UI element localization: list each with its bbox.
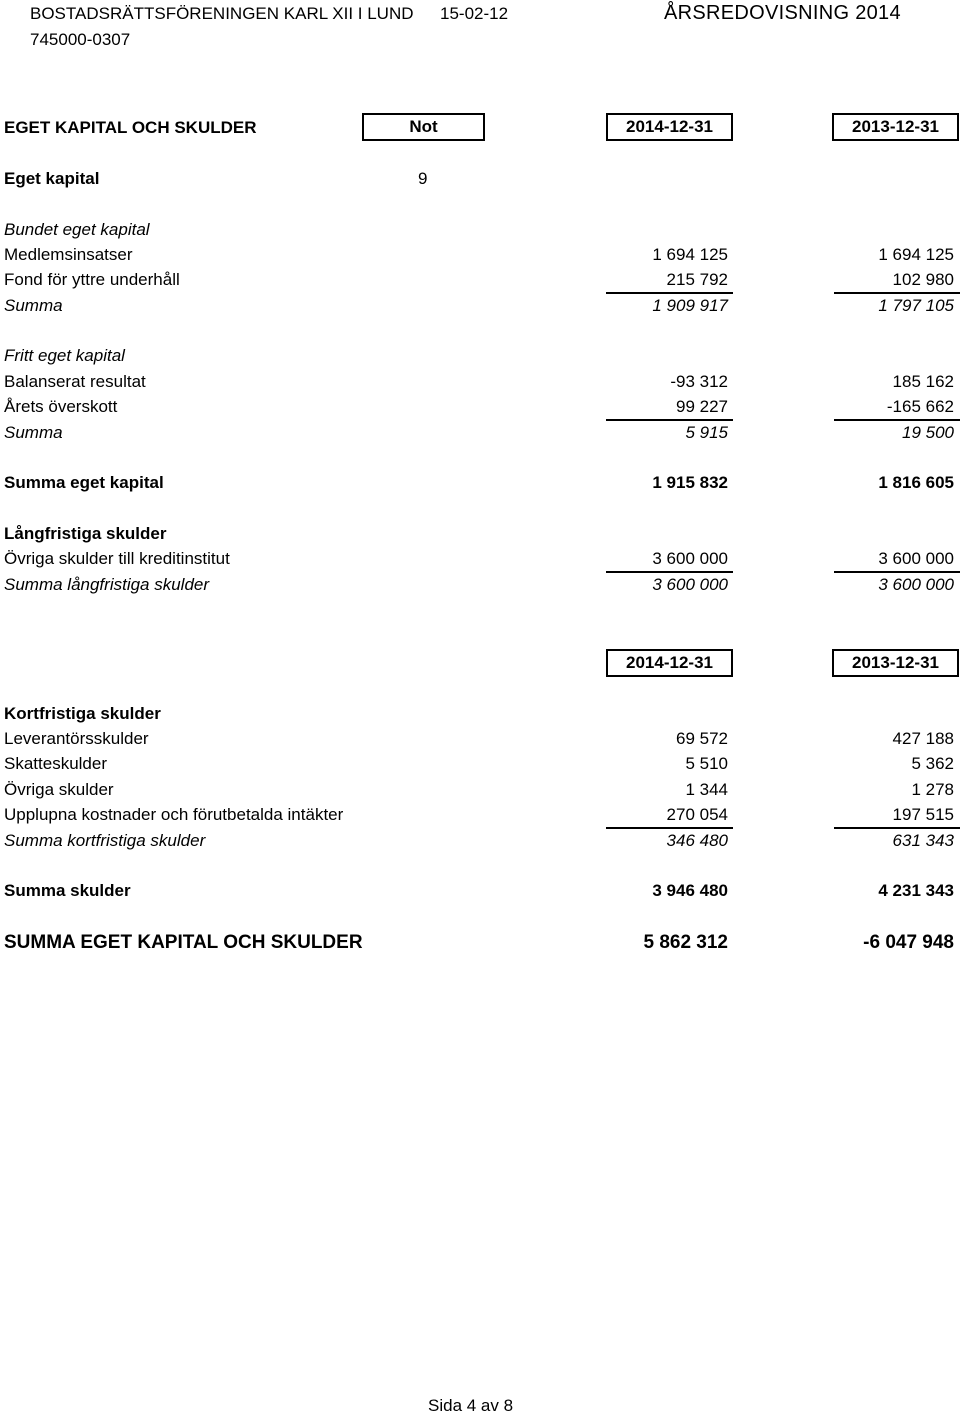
value-2014: 270 054: [666, 805, 728, 824]
value-2014: 1 694 125: [652, 245, 728, 264]
value-2013: 5 362: [911, 754, 954, 773]
row-label: Leverantörsskulder: [4, 729, 149, 748]
report-title: ÅRSREDOVISNING 2014: [664, 2, 901, 24]
summa-skulder-2014: 3 946 480: [652, 881, 728, 900]
value-2014: 215 792: [666, 270, 728, 289]
row-label: Övriga skulder: [4, 780, 114, 799]
value-2014: 1 344: [685, 780, 728, 799]
value-2013: 197 515: [892, 805, 954, 824]
bundet-heading: Bundet eget kapital: [4, 220, 150, 239]
sum-value-2013: 1 797 105: [878, 296, 954, 315]
sum-underline: [834, 292, 960, 294]
sum-underline: [606, 292, 733, 294]
sum-label: Summa långfristiga skulder: [4, 575, 210, 594]
eget-kapital-heading: Eget kapital: [4, 169, 100, 188]
sum-underline: [606, 827, 733, 829]
section-title: EGET KAPITAL OCH SKULDER: [4, 118, 257, 137]
langfristiga-heading: Långfristiga skulder: [4, 524, 167, 543]
value-2014: 69 572: [676, 729, 728, 748]
sum-label: Summa kortfristiga skulder: [4, 831, 206, 850]
sum-value-2013: 19 500: [902, 423, 954, 442]
row-label: Övriga skulder till kreditinstitut: [4, 549, 230, 568]
value-2014: 3 600 000: [652, 549, 728, 568]
sum-underline: [834, 419, 960, 421]
sum-label: Summa: [4, 423, 63, 442]
report-date: 15-02-12: [440, 4, 509, 23]
sum-value-2014: 5 915: [685, 423, 728, 442]
value-2014: -93 312: [670, 372, 728, 391]
value-2013: 1 278: [911, 780, 954, 799]
value-2014: 99 227: [676, 397, 728, 416]
summa-eget-kapital-label: Summa eget kapital: [4, 473, 164, 492]
page-number: Sida 4 av 8: [428, 1396, 514, 1415]
kortfristiga-heading: Kortfristiga skulder: [4, 704, 161, 723]
column-header-2013: 2013-12-31: [832, 113, 959, 141]
row-label: Medlemsinsatser: [4, 245, 133, 264]
row-label: Årets överskott: [4, 397, 118, 416]
sum-value-2014: 1 909 917: [652, 296, 728, 315]
summa-eget-kapital-2013: 1 816 605: [878, 473, 954, 492]
sum-value-2014: 3 600 000: [652, 575, 728, 594]
row-label: Skatteskulder: [4, 754, 107, 773]
sum-value-2013: 631 343: [892, 831, 954, 850]
value-2013: 3 600 000: [878, 549, 954, 568]
value-2013: 185 162: [892, 372, 954, 391]
row-label: Balanserat resultat: [4, 372, 146, 391]
grand-total-label: SUMMA EGET KAPITAL OCH SKULDER: [4, 932, 363, 953]
sum-underline: [834, 571, 960, 573]
note-number: 9: [418, 169, 428, 188]
value-2013: -165 662: [886, 397, 954, 416]
column-header-2014: 2014-12-31: [606, 649, 733, 677]
org-name: BOSTADSRÄTTSFÖRENINGEN KARL XII I LUND: [30, 4, 414, 23]
sum-underline: [606, 571, 733, 573]
value-2013: 427 188: [892, 729, 954, 748]
value-2013: 102 980: [892, 270, 954, 289]
org-number: 745000-0307: [30, 30, 131, 49]
sum-label: Summa: [4, 296, 63, 315]
summa-eget-kapital-2014: 1 915 832: [652, 473, 728, 492]
column-header-2014: 2014-12-31: [606, 113, 733, 141]
value-2013: 1 694 125: [878, 245, 954, 264]
grand-total-2014: 5 862 312: [643, 932, 728, 953]
column-header-2013: 2013-12-31: [832, 649, 959, 677]
fritt-heading: Fritt eget kapital: [4, 346, 125, 365]
sum-underline: [606, 419, 733, 421]
grand-total-2013: -6 047 948: [863, 932, 954, 953]
sum-value-2013: 3 600 000: [878, 575, 954, 594]
sum-value-2014: 346 480: [666, 831, 728, 850]
summa-skulder-2013: 4 231 343: [878, 881, 954, 900]
sum-underline: [834, 827, 960, 829]
summa-skulder-label: Summa skulder: [4, 881, 131, 900]
row-label: Fond för yttre underhåll: [4, 270, 180, 289]
value-2014: 5 510: [685, 754, 728, 773]
note-column-header: Not: [362, 113, 485, 141]
row-label: Upplupna kostnader och förutbetalda intäkter: [4, 805, 344, 824]
